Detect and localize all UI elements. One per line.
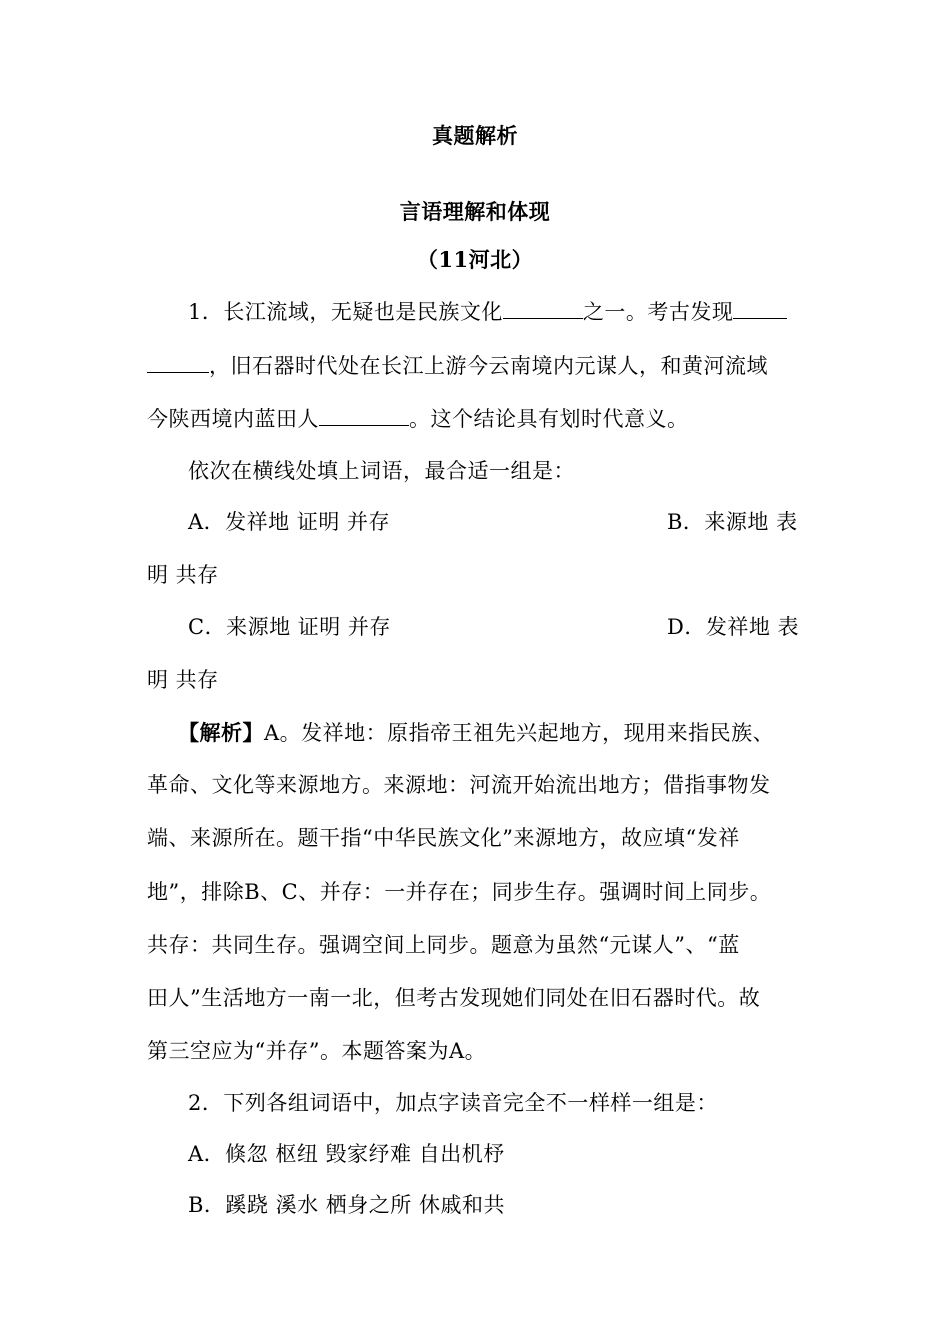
q2-option-b: B．蹊跷 溪水 栖身之所 休戚和共 <box>188 1193 505 1217</box>
analysis-line-6: 田人”生活地方一南一北，但考古发现她们同处在旧石器时代。故 <box>147 986 761 1010</box>
fill-blank <box>147 352 209 373</box>
q1-line-1 <box>188 297 787 327</box>
q1-option-c: C．来源地 证明 并存 <box>188 615 391 639</box>
source-label: （11河北） <box>416 247 534 272</box>
q1-text: 今陕西境内蓝田人 <box>147 407 319 431</box>
q2-option-a: A．倏忽 枢纽 毁家纾难 自出机杼 <box>188 1142 505 1166</box>
analysis-text: A。发祥地：原指帝王祖先兴起地方，现用来指民族、 <box>264 721 775 745</box>
q1-text: 之一。考古发现 <box>582 300 734 324</box>
q1-option-a: A．发祥地 证明 并存 <box>188 510 391 534</box>
analysis-line-5: 共存：共同生存。强调空间上同步。题意为虽然“元谋人”、“蓝 <box>147 933 740 957</box>
q1-option-b-cont: 明 共存 <box>147 563 219 587</box>
q1-line-3 <box>147 404 689 434</box>
analysis-tag: 【解析】 <box>178 720 264 745</box>
q1-text: 。这个结论具有划时代意义。 <box>409 407 689 431</box>
q1-prompt: 依次在横线处填上词语，最合适一组是： <box>188 459 575 483</box>
section-heading: 言语理解和体现 <box>399 199 551 224</box>
fill-blank <box>319 405 409 426</box>
fill-blank <box>733 298 787 319</box>
fill-blank <box>503 298 583 319</box>
q1-text: 1．长江流域，无疑也是民族文化 <box>188 300 503 324</box>
q1-option-d-cont: 明 共存 <box>147 668 219 692</box>
analysis-line-7: 第三空应为“并存”。本题答案为A。 <box>147 1039 487 1063</box>
analysis-line-2: 革命、文化等来源地方。来源地：河流开始流出地方；借指事物发 <box>147 773 771 797</box>
q1-option-b: B．来源地 表 <box>667 510 798 534</box>
q1-line-2 <box>147 351 768 381</box>
analysis-line-1 <box>178 718 774 748</box>
q1-option-d: D．发祥地 表 <box>667 615 800 639</box>
analysis-line-4: 地”，排除B、C、并存：一并存在；同步生存。强调时间上同步。 <box>147 880 772 904</box>
q2-stem: 2．下列各组词语中，加点字读音完全不一样样一组是： <box>188 1091 718 1115</box>
q1-text: ，旧石器时代处在长江上游今云南境内元谋人，和黄河流域 <box>209 354 768 378</box>
analysis-line-3: 端、来源所在。题干指“中华民族文化”来源地方，故应填“发祥 <box>147 826 740 850</box>
document-title: 真题解析 <box>432 123 518 148</box>
